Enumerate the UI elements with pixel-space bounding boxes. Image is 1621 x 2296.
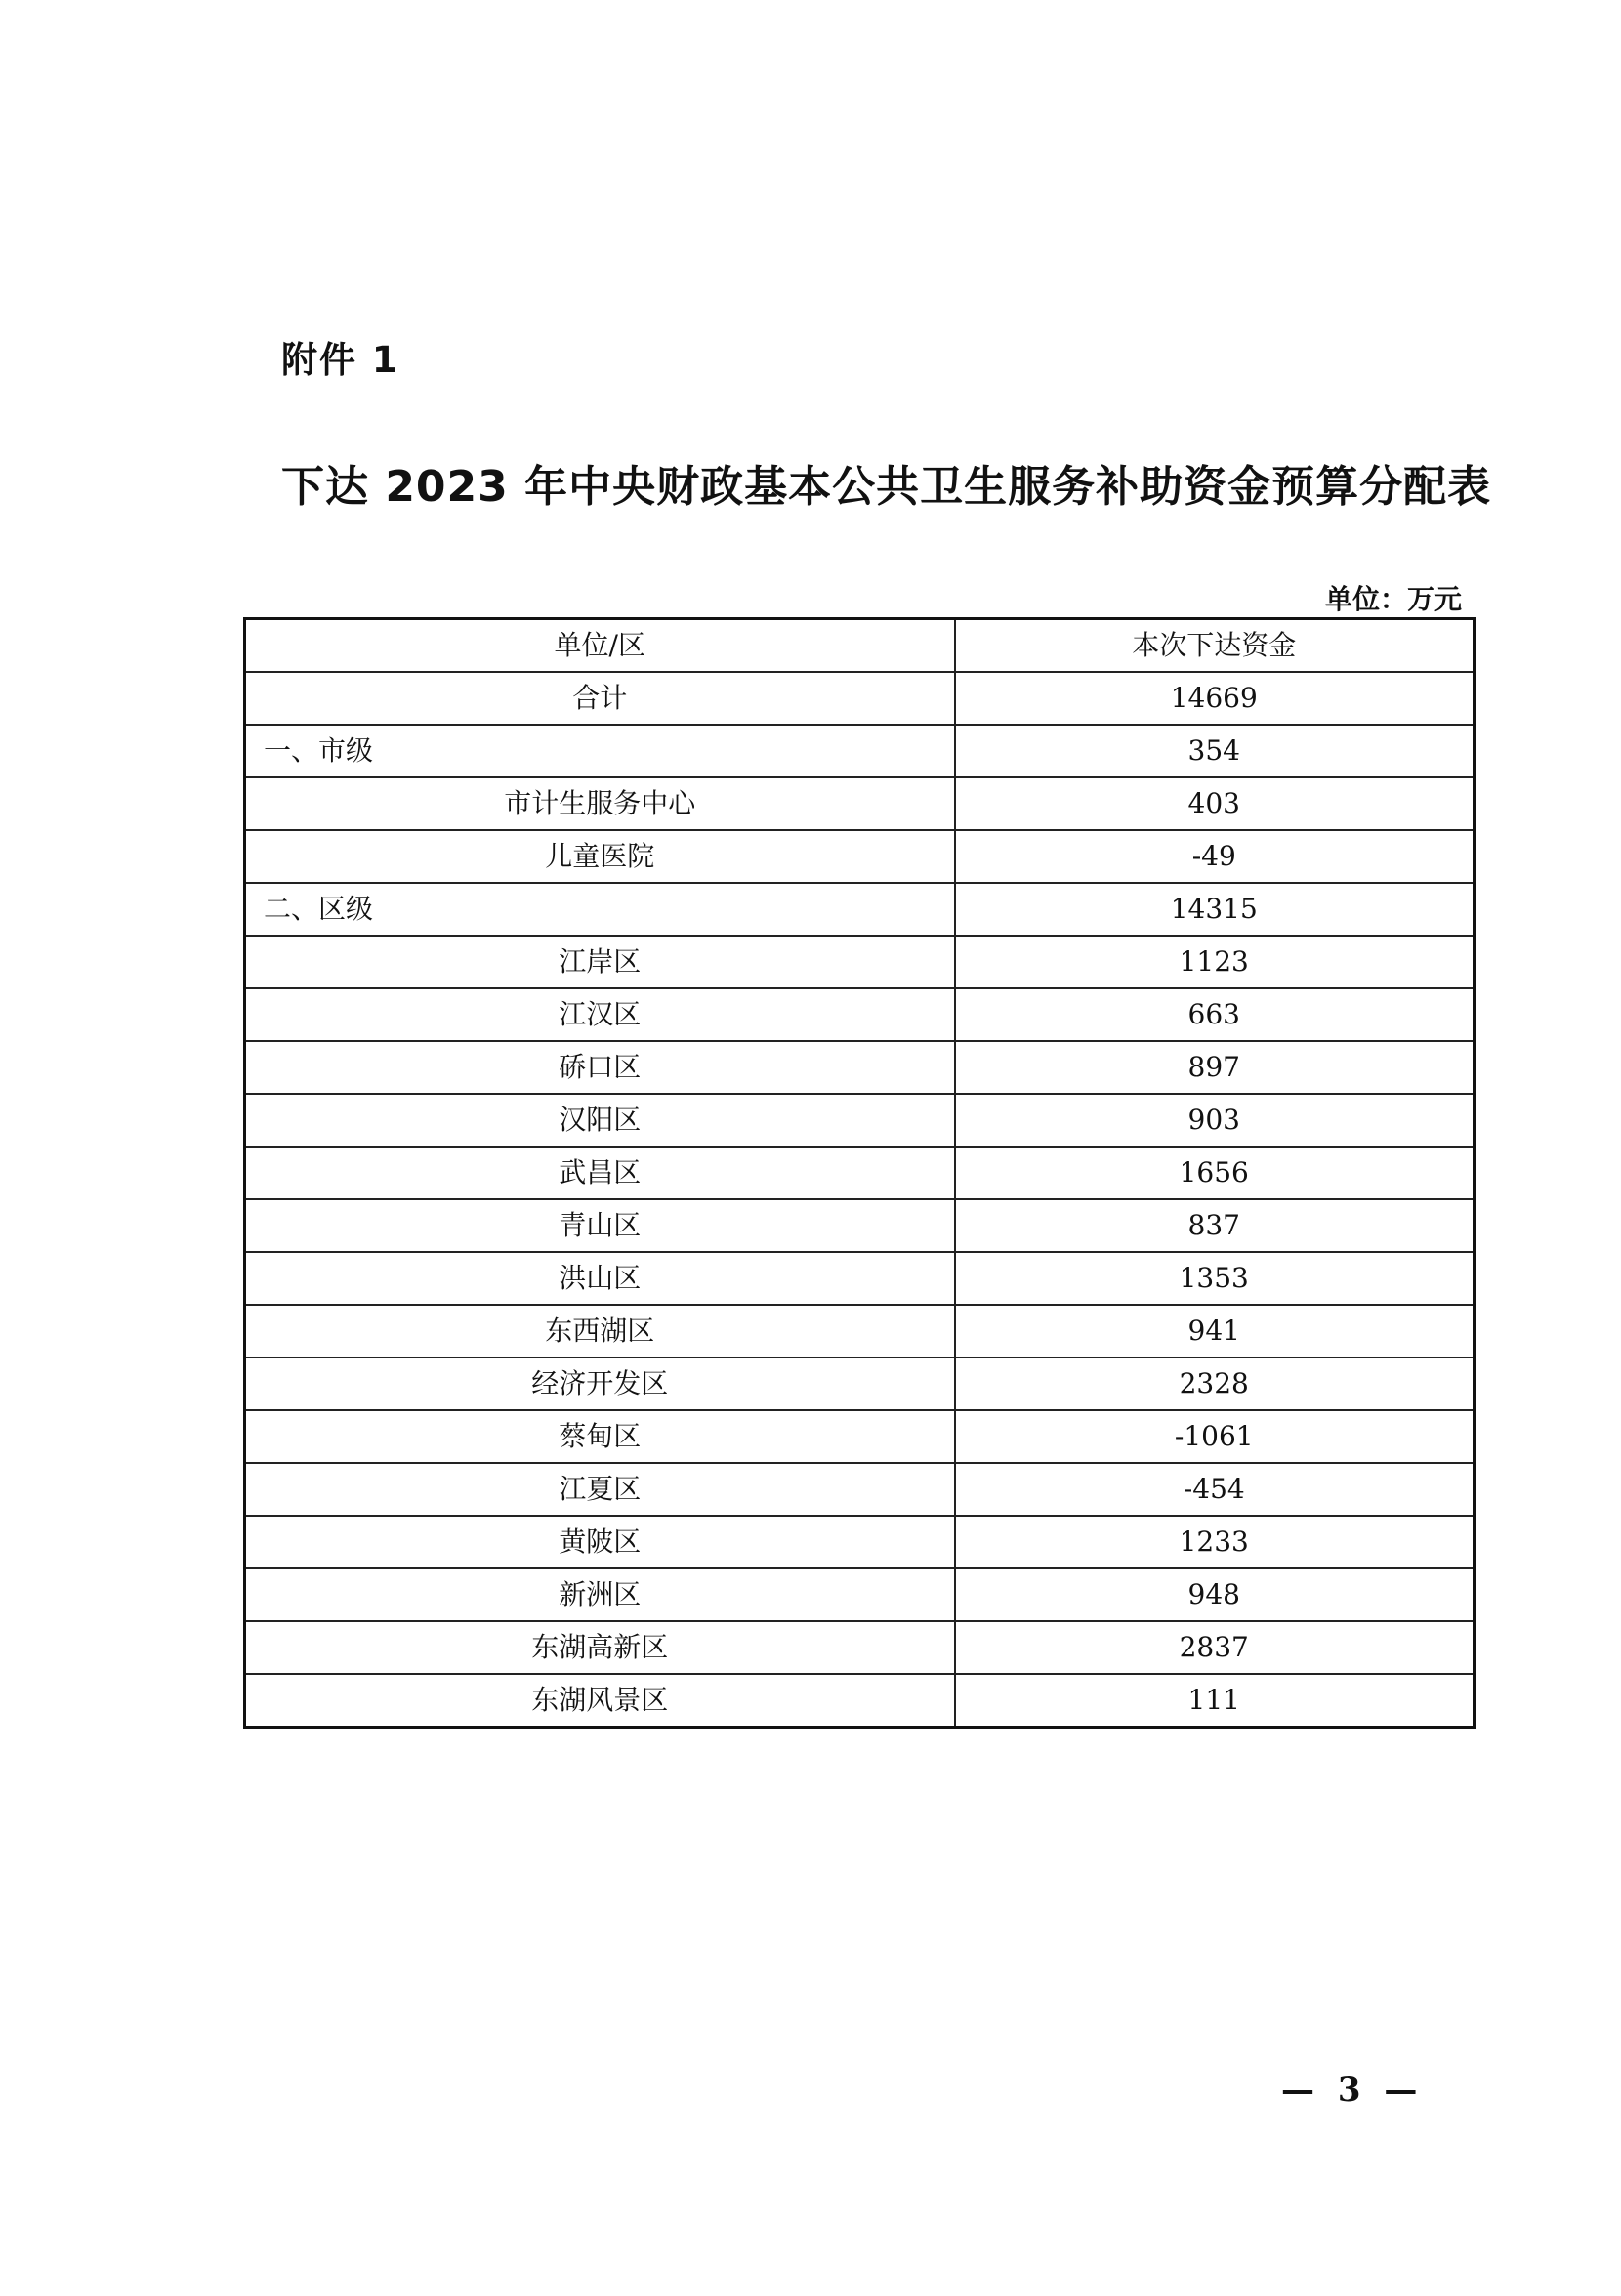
unit-name-cell: 东西湖区 (245, 1305, 955, 1357)
table-row (245, 1199, 1475, 1252)
amount-cell: -1061 (955, 1410, 1475, 1463)
attachment-label: 附件 1 (281, 339, 399, 381)
table-row (245, 1147, 1475, 1199)
table-row (245, 1516, 1475, 1568)
unit-name-cell: 黄陂区 (245, 1516, 955, 1568)
table-row (245, 1674, 1475, 1728)
column-header-amount: 本次下达资金 (955, 619, 1475, 673)
table-row (245, 1621, 1475, 1674)
unit-name-cell: 青山区 (245, 1199, 955, 1252)
amount-cell: 2837 (955, 1621, 1475, 1674)
amount-cell: 903 (955, 1094, 1475, 1147)
table-row (245, 1357, 1475, 1410)
unit-name-cell: 江夏区 (245, 1463, 955, 1516)
unit-name-cell: 江岸区 (245, 936, 955, 988)
table-row (245, 777, 1475, 830)
document-title: 下达 2023 年中央财政基本公共卫生服务补助资金预算分配表 (281, 462, 1492, 512)
table-row (245, 1463, 1475, 1516)
unit-name-cell: 新洲区 (245, 1568, 955, 1621)
table-header-row (245, 619, 1475, 673)
unit-name-cell: 洪山区 (245, 1252, 955, 1305)
amount-cell: -454 (955, 1463, 1475, 1516)
table-row (245, 830, 1475, 883)
unit-name-cell: 江汉区 (245, 988, 955, 1041)
amount-cell: 1656 (955, 1147, 1475, 1199)
amount-cell: 1233 (955, 1516, 1475, 1568)
table-row (245, 1041, 1475, 1094)
amount-cell: 1353 (955, 1252, 1475, 1305)
amount-cell: 14315 (955, 883, 1475, 936)
amount-cell: 663 (955, 988, 1475, 1041)
amount-cell: 2328 (955, 1357, 1475, 1410)
unit-name-cell: 汉阳区 (245, 1094, 955, 1147)
table-body (245, 672, 1475, 1728)
table-row (245, 1568, 1475, 1621)
table-row (245, 1305, 1475, 1357)
amount-cell: 941 (955, 1305, 1475, 1357)
unit-name-cell: 硚口区 (245, 1041, 955, 1094)
amount-cell: 1123 (955, 936, 1475, 988)
unit-name-cell: 合计 (245, 672, 955, 725)
unit-note: 单位：万元 (1324, 583, 1462, 615)
unit-name-cell: 二、区级 (245, 883, 955, 936)
unit-name-cell: 一、市级 (245, 725, 955, 777)
table-row (245, 883, 1475, 936)
amount-cell: -49 (955, 830, 1475, 883)
table-row (245, 1410, 1475, 1463)
column-header-unit: 单位/区 (245, 619, 955, 673)
amount-cell: 111 (955, 1674, 1475, 1728)
page-number: — 3 — (1281, 2070, 1424, 2109)
unit-name-cell: 蔡甸区 (245, 1410, 955, 1463)
unit-name-cell: 儿童医院 (245, 830, 955, 883)
unit-name-cell: 武昌区 (245, 1147, 955, 1199)
table-row (245, 936, 1475, 988)
amount-cell: 354 (955, 725, 1475, 777)
table-row (245, 988, 1475, 1041)
table-row (245, 1094, 1475, 1147)
table-row (245, 672, 1475, 725)
unit-name-cell: 东湖高新区 (245, 1621, 955, 1674)
allocation-table (243, 617, 1476, 1729)
amount-cell: 14669 (955, 672, 1475, 725)
amount-cell: 897 (955, 1041, 1475, 1094)
table-row (245, 1252, 1475, 1305)
unit-name-cell: 市计生服务中心 (245, 777, 955, 830)
unit-name-cell: 经济开发区 (245, 1357, 955, 1410)
unit-name-cell: 东湖风景区 (245, 1674, 955, 1728)
amount-cell: 948 (955, 1568, 1475, 1621)
amount-cell: 403 (955, 777, 1475, 830)
table-row (245, 725, 1475, 777)
amount-cell: 837 (955, 1199, 1475, 1252)
